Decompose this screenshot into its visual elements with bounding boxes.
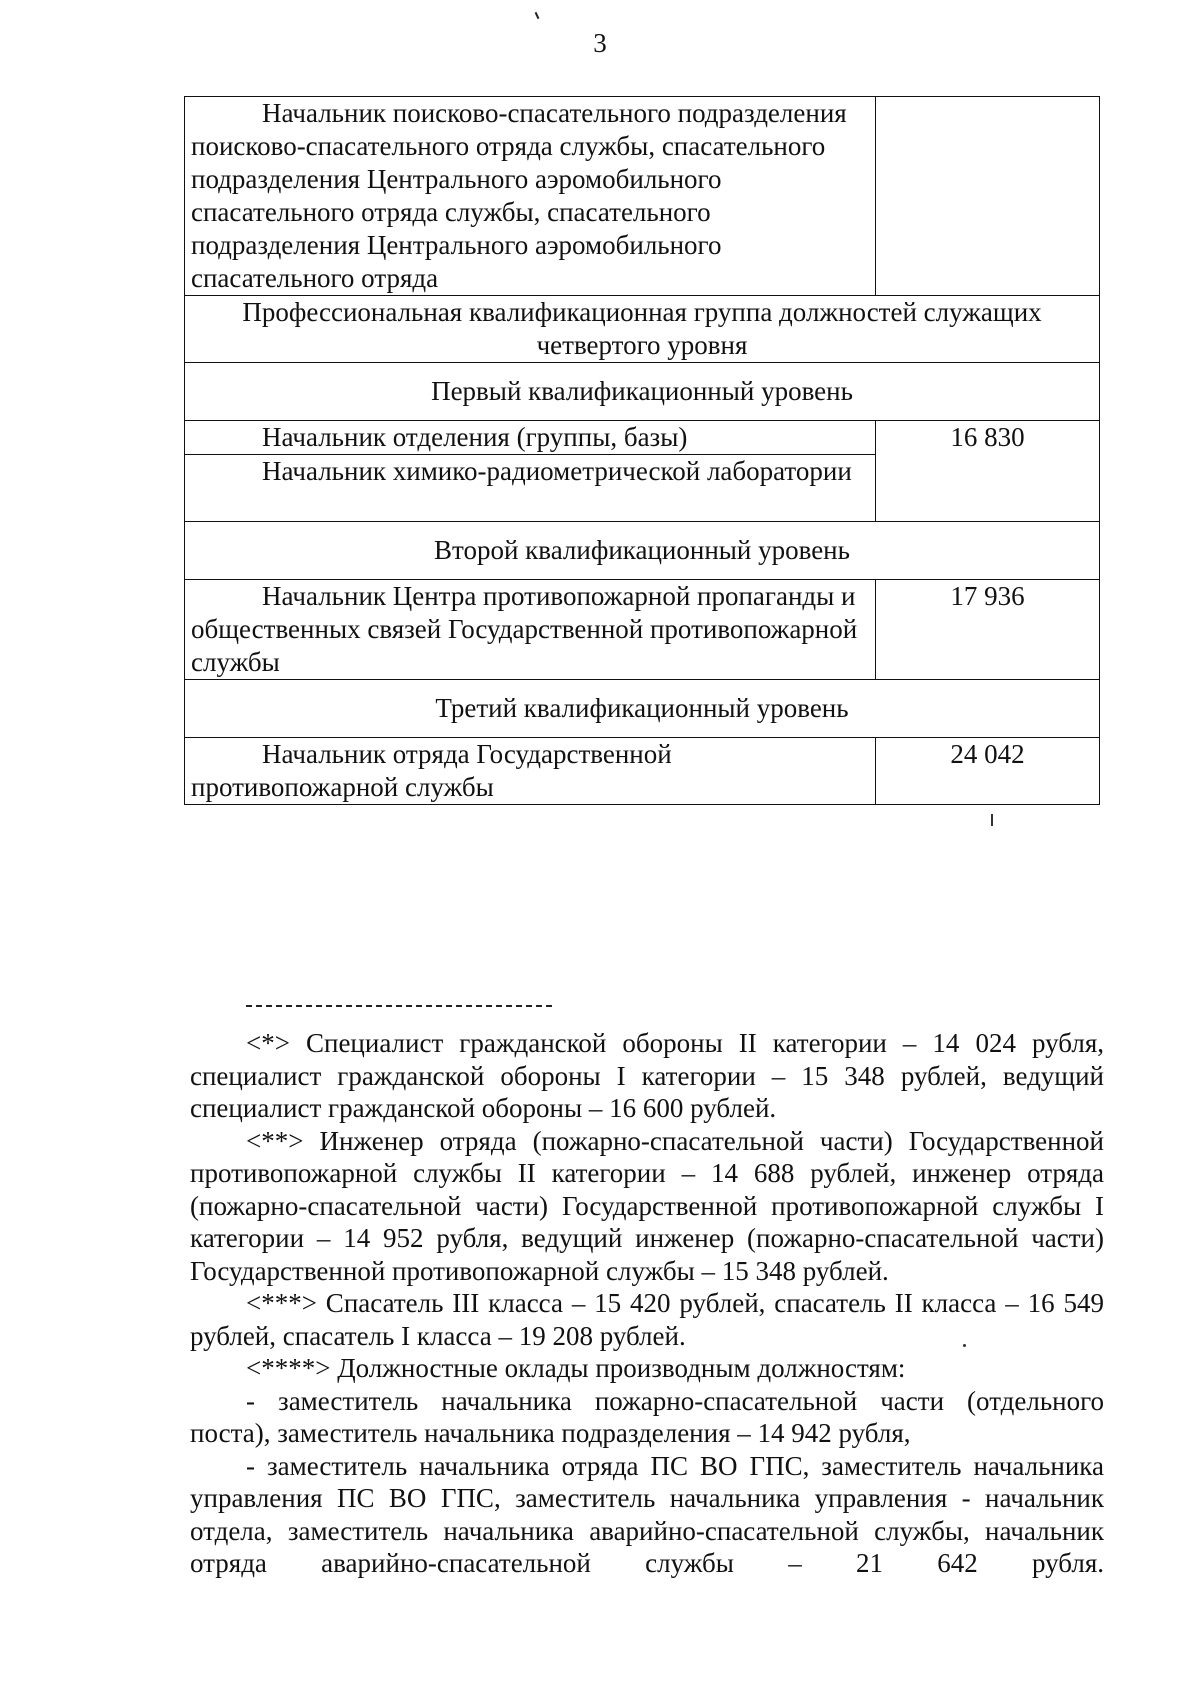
salary-cell: 24 042	[876, 738, 1100, 805]
table-row	[185, 296, 1100, 363]
group-header: Профессиональная квалификационная группа должностей служащих четвертого уровня	[185, 296, 1100, 363]
footnote-3: <***> Спасатель III класса – 15 420 рублей, спасатель II класса – 16 549 рублей, спасатель I класса – 19 208 рублей.	[190, 1288, 1104, 1351]
position-cell	[185, 421, 876, 455]
position-cell	[185, 580, 876, 680]
table-row	[185, 97, 1100, 296]
position-name: Начальник отряда Государственной противопожарной службы	[191, 739, 672, 802]
footnote-4: <****> Должностные оклады производным должностям:	[246, 1353, 906, 1383]
table-row	[185, 680, 1100, 738]
footnotes	[190, 1005, 1104, 1580]
table-row	[185, 738, 1100, 805]
salary-table	[184, 96, 1100, 805]
level-header: Третий квалификационный уровень	[185, 680, 1100, 738]
position-cell	[185, 97, 876, 296]
table-row	[185, 363, 1100, 421]
position-name: Начальник химико-радиометрической лаборатории	[262, 456, 852, 486]
level-header: Второй квалификационный уровень	[185, 522, 1100, 580]
footnote-separator	[246, 1005, 552, 1007]
position-name: Начальник Центра противопожарной пропаганды и общественных связей Государственной противопожарной службы	[191, 581, 858, 677]
position-cell	[185, 738, 876, 805]
position-name: Начальник отделения (группы, базы)	[262, 422, 688, 452]
level-header: Первый квалификационный уровень	[185, 363, 1100, 421]
salary-cell	[876, 97, 1100, 296]
position-cell	[185, 455, 876, 522]
footnote-2: <**> Инженер отряда (пожарно-спасательной части) Государственной противопожарной службы II категории – 14 688 рублей, инженер отряда (пожарно-спасательной части) Государственной противопожарной службы I категории – 14 952 рубля, ведущий инженер (пожарно-спасательной части) Государственной противопожарной службы – 15 348 рублей.	[190, 1125, 1104, 1286]
scan-mark	[535, 12, 540, 19]
salary-cell: 16 830	[876, 421, 1100, 522]
table-row	[185, 522, 1100, 580]
table-row	[185, 421, 1100, 455]
footnote-4-item-1: - заместитель начальника пожарно-спасательной части (отдельного поста), заместитель начальника подразделения – 14 942 рубля,	[190, 1385, 1104, 1448]
scan-mark	[991, 814, 993, 826]
footnote-4-item-2: - заместитель начальника отряда ПС ВО ГПС, заместитель начальника управления ПС ВО ГПС, заместитель начальника управления - начальник отдела, заместитель начальника аварийно-спасательной службы, начальник отряда аварийно-спасательной службы – 21 642 рубля.	[190, 1450, 1104, 1578]
table-row	[185, 580, 1100, 680]
salary-cell: 17 936	[876, 580, 1100, 680]
page-number: 3	[593, 28, 607, 58]
footnote-1: <*> Специалист гражданской обороны II категории – 14 024 рубля, специалист гражданской обороны I категории – 15 348 рублей, ведущий специалист гражданской обороны – 16 600 рублей.	[190, 1028, 1104, 1123]
position-name: Начальник поисково-спасательного подразделения поисково-спасательного отряда службы, спасательного подразделения Центрального аэромобильного спасательного отряда службы, спасательного подразделения Центрального аэромобильного спасательного отряда	[191, 98, 847, 293]
scan-mark	[963, 1344, 966, 1347]
